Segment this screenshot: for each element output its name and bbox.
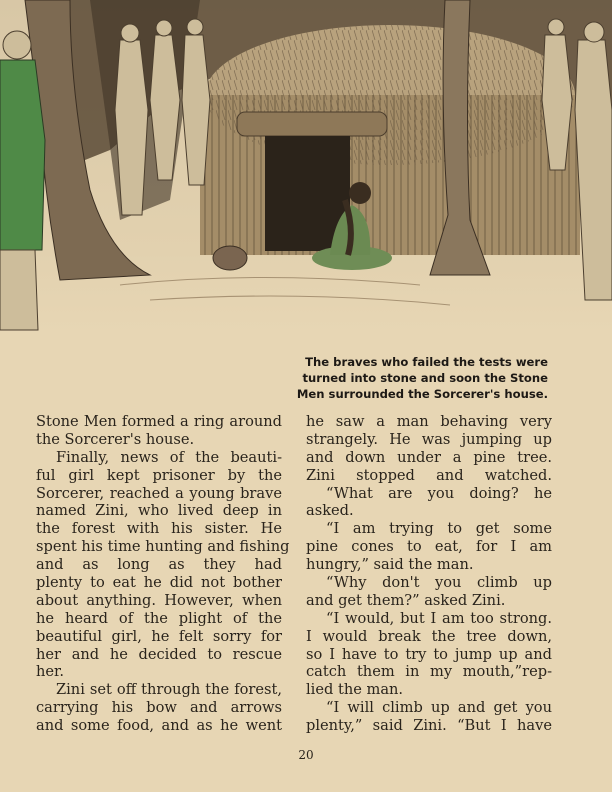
text-line: her and he decided to rescue xyxy=(36,645,282,663)
text-line: pine cones to eat, for I am xyxy=(306,538,552,556)
text-line: “I will climb up and get you xyxy=(326,699,552,717)
text-line: Zini set off through the forest, xyxy=(56,681,282,699)
text-line: carrying his bow and arrows xyxy=(36,699,282,717)
text-line: I would break the tree down, xyxy=(306,627,552,645)
text-line: Stone Men formed a ring around xyxy=(36,413,282,430)
text-line: strangely. He was jumping up xyxy=(306,430,552,448)
text-line: “I am trying to get some xyxy=(326,520,552,538)
text-line: he saw a man behaving very xyxy=(306,413,552,430)
page-number: 20 xyxy=(298,748,314,762)
caption-line: The braves who failed the tests were xyxy=(305,355,548,369)
left-text-column xyxy=(36,413,290,735)
text-line: catch them in my mouth,”rep- xyxy=(306,663,552,681)
text-line: Zini stopped and watched. xyxy=(306,466,552,484)
text-line: “I would, but I am too strong. xyxy=(326,609,552,627)
right-text-column xyxy=(306,413,552,735)
text-line: spent his time hunting and fishing xyxy=(36,538,290,556)
text-line: the forest with his sister. He xyxy=(36,520,282,538)
text-line: and get them?” asked Zini. xyxy=(306,591,506,609)
text-line: lied the man. xyxy=(306,681,404,699)
text-line: plenty,” said Zini. “But I have xyxy=(306,717,552,735)
text-line: Sorcerer, reached a young brave xyxy=(36,484,282,502)
text-line: the Sorcerer's house. xyxy=(36,430,195,448)
caption-line: turned into stone and soon the Stone xyxy=(302,371,548,385)
text-line: hungry,” said the man. xyxy=(306,556,474,574)
text-line: asked. xyxy=(306,502,354,520)
text-line: and down under a pine tree. xyxy=(306,448,552,466)
story-illustration xyxy=(0,0,612,334)
text-line: ful girl kept prisoner by the xyxy=(36,466,282,484)
text-line: named Zini, who lived deep in xyxy=(36,502,282,520)
text-line: and some food, and as he went xyxy=(36,717,282,735)
text-line: beautiful girl, he felt sorry for xyxy=(36,627,282,645)
text-line: “What are you doing? he xyxy=(326,484,552,502)
caption-line: Men surrounded the Sorcerer's house. xyxy=(296,387,548,401)
text-line: and as long as they had xyxy=(36,556,282,574)
text-line: about anything. However, when xyxy=(36,591,282,609)
text-line: he heard of the plight of the xyxy=(36,609,282,627)
text-line: “Why don't you climb up xyxy=(326,574,552,592)
illustration-icon xyxy=(0,0,612,334)
text-line: so I have to try to jump up and xyxy=(306,645,552,663)
illustration-caption xyxy=(246,354,548,402)
text-line: plenty to eat he did not bother xyxy=(36,574,282,592)
text-line: her. xyxy=(36,663,65,681)
text-line: Finally, news of the beauti- xyxy=(56,448,282,466)
